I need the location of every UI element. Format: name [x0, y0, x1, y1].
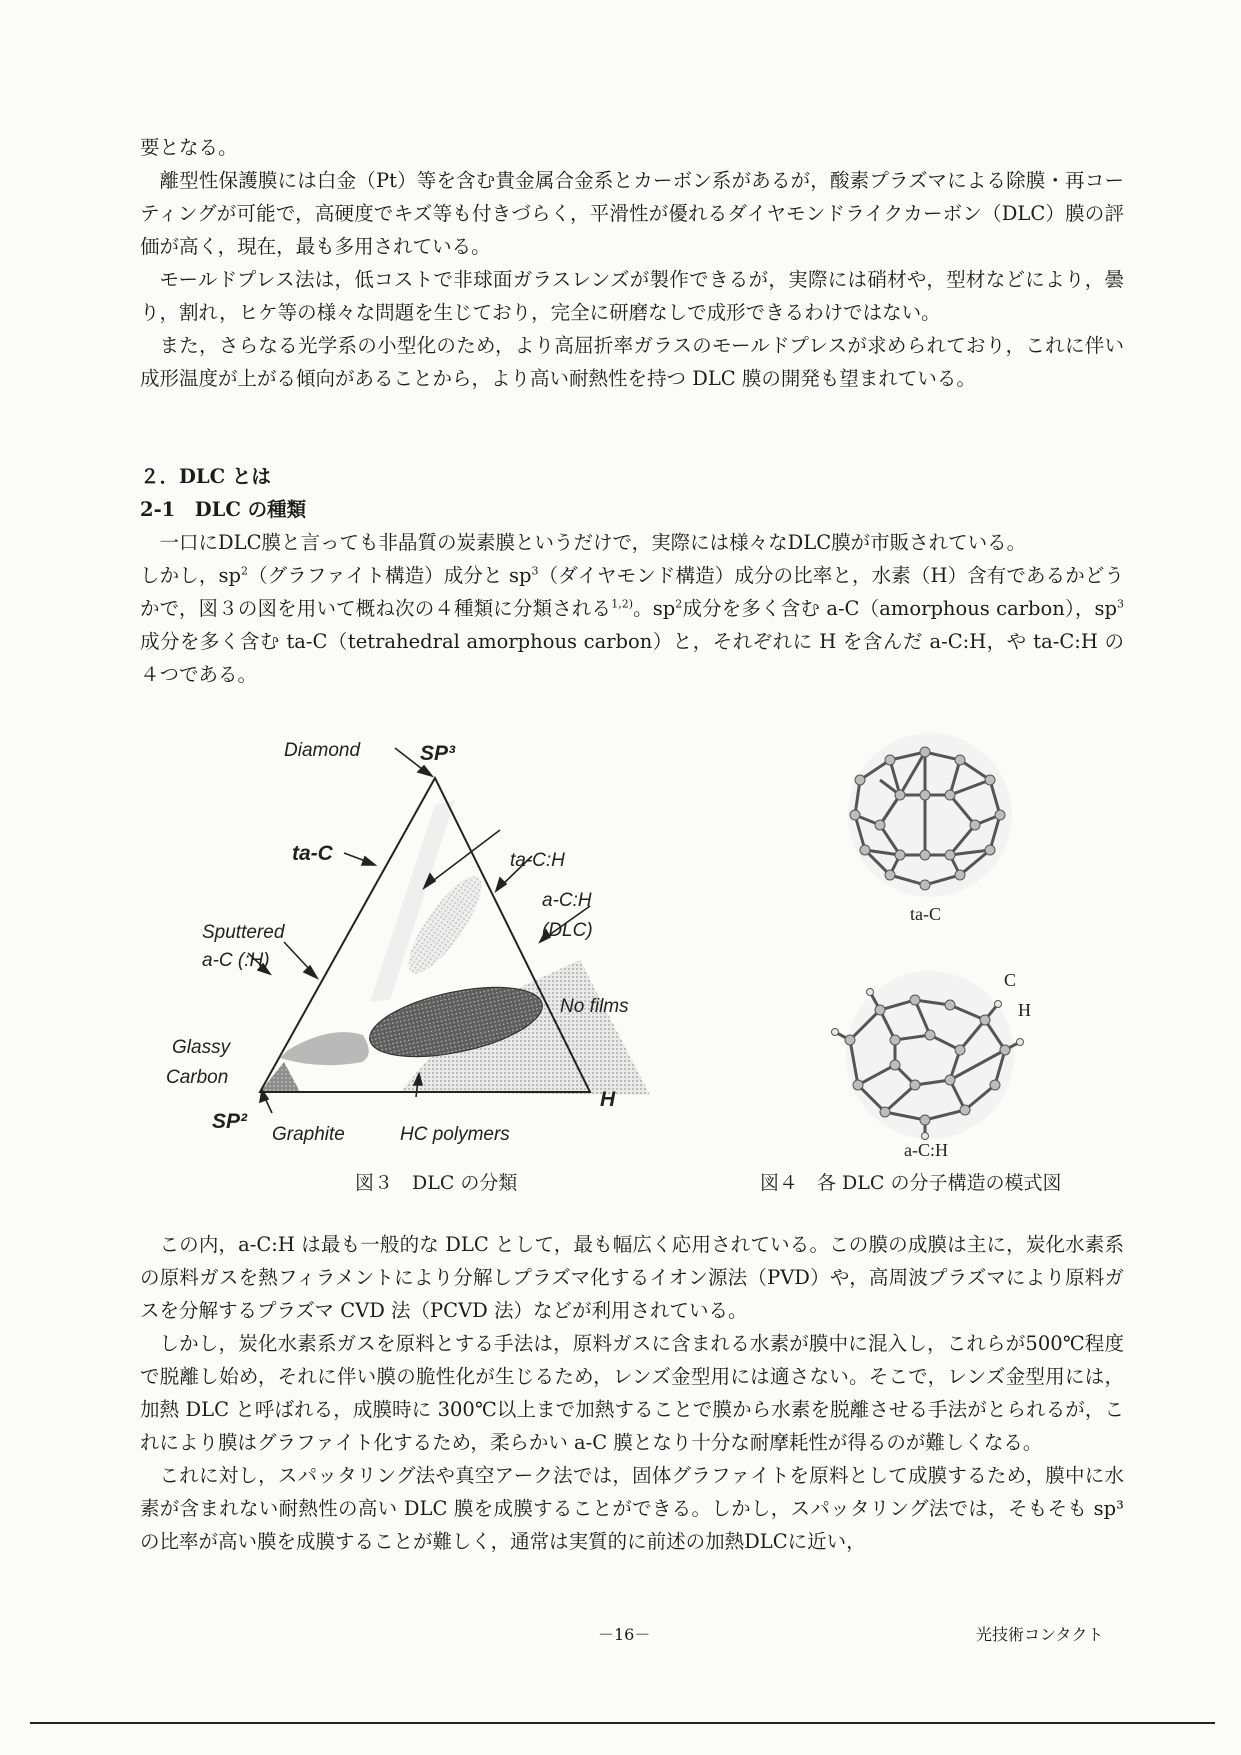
paragraph: 離型性保護膜には白金（Pt）等を含む貴金属合金系とカーボン系があるが，酸素プラズマによる除膜・再コーティングが可能で，高硬度でキズ等も付きづらく，平滑性が優れるダイヤモンドライクカーボン（DLC）膜の評価が高く，現在，最も多用されている。: [140, 169, 1124, 258]
page-number: －16－: [598, 1625, 651, 1644]
page-bottom-rule: [30, 1722, 1215, 1724]
label-hc-polymers: HC polymers: [400, 1124, 510, 1145]
figure-molecular-structures: [820, 720, 1060, 1160]
carbon-atom-label: C: [1004, 970, 1017, 990]
paragraph: 一口にDLC膜と言っても非晶質の炭素膜というだけで，実際には様々なDLC膜が市販されている。: [159, 531, 1027, 554]
paragraph: これに対し，スパッタリング法や真空アーク法では，固体グラファイトを原料として成膜するため，膜中に水素が含まれない耐熱性の高い DLC 膜を成膜することができる。しかし，スパッタリング法では，そもそも sp³の比率が高い膜を成膜することが難しく，通常は実質的に前述の加熱DLCに近い，: [140, 1464, 1124, 1553]
label-glassy: Glassy: [172, 1037, 231, 1058]
label-ta-c-h: ta-C:H: [510, 850, 565, 871]
label-ta-c: ta-C: [292, 842, 333, 865]
ternary-diagram-svg: [166, 740, 720, 1180]
glassy-carbon-region: [260, 1062, 300, 1092]
label-carbon: Carbon: [166, 1067, 229, 1088]
label-graphite: Graphite: [272, 1124, 345, 1145]
figure-dlc-ternary-diagram: [166, 740, 720, 1180]
label-no-films: No films: [560, 996, 629, 1017]
paragraph: また，さらなる光学系の小型化のため，より高屈折率ガラスのモールドプレスが求められており，これに伴い成形温度が上がる傾向があることから，より高い耐熱性を持つ DLC 膜の開発も望まれている。: [140, 334, 1125, 390]
label-h: H: [600, 1088, 616, 1111]
label-sp2: SP²: [212, 1110, 248, 1133]
paragraph: しかし，炭化水素系ガスを原料とする手法は，原料ガスに含まれる水素が膜中に混入し，これらが500℃程度で脱離し始め，それに伴い膜の脆性化が生じるため，レンズ金型用には適さない。そこで，レンズ金型用には，加熱 DLC と呼ばれる，成膜時に 300℃以上まで加熱することで膜から水素を脱離させる手法がとられるが，これにより膜はグラファイト化するため，柔らかい a-C 膜となり十分な耐摩耗性が得るのが難しくなる。: [140, 1332, 1124, 1454]
section-dlc: [140, 460, 1124, 691]
a-c-h-label: a-C:H: [904, 1140, 948, 1160]
molecular-structures-svg: [820, 720, 1060, 1160]
label-a-c-h: a-C:H: [542, 890, 592, 911]
paragraph: モールドプレス法は，低コストで非球面ガラスレンズが製作できるが，実際には硝材や，型材などにより，曇り，割れ，ヒケ等の様々な問題を生じており，完全に研磨なしで成形できるわけではない。: [140, 268, 1124, 324]
section-heading: ２．DLC とは: [140, 465, 271, 488]
label-sp3: SP³: [420, 742, 456, 765]
figure4-caption: 図４ 各 DLC の分子構造の模式図: [760, 1172, 1062, 1194]
label-diamond: Diamond: [284, 740, 361, 761]
label-dlc: (DLC): [542, 920, 593, 941]
hydrogen-atom-label: H: [1018, 1000, 1031, 1020]
ta-c-structure: [848, 733, 1012, 897]
label-sputtered: Sputtered: [202, 922, 285, 943]
body-text: [140, 1228, 1124, 1558]
a-c-h-structure: [835, 971, 1020, 1139]
paragraph: 要となる。: [140, 136, 238, 159]
label-sputtered-a-c: a-C (:H): [202, 950, 270, 971]
ta-c-label: ta-C: [910, 904, 941, 924]
figure3-caption: 図３ DLC の分類: [355, 1172, 518, 1194]
paragraph: この内，a-C:H は最も一般的な DLC として，最も幅広く応用されている。この膜の成膜は主に，炭化水素系の原料ガスを熱フィラメントにより分解しプラズマ化するイオン源法（PVD）や，高周波プラズマにより原料ガスを分解するプラズマ CVD 法（PCVD 法）などが利用されている。: [140, 1233, 1124, 1322]
journal-name: 光技術コンタクト: [976, 1625, 1104, 1644]
paragraph: しかし，$sp^2$（グラファイト構造）成分と $sp^3$（ダイヤモンド構造）成分の比率と，水素（H）含有であるかどうかで，図３の図を用いて概ね次の４種類に分類される$^{1,2)}$。$sp^2$成分を多く含む a-C（amorphous carbon），$sp^3$成分を多く含む ta-C（tetrahedral amorphous carbon）と，それぞれに H を含んだ a-C:H，や ta-C:H の４つである。: [140, 564, 1124, 686]
subsection-heading: 2-1 DLC の種類: [140, 498, 307, 521]
sputtered-region: [280, 1032, 369, 1065]
intro-text: [140, 131, 1124, 395]
